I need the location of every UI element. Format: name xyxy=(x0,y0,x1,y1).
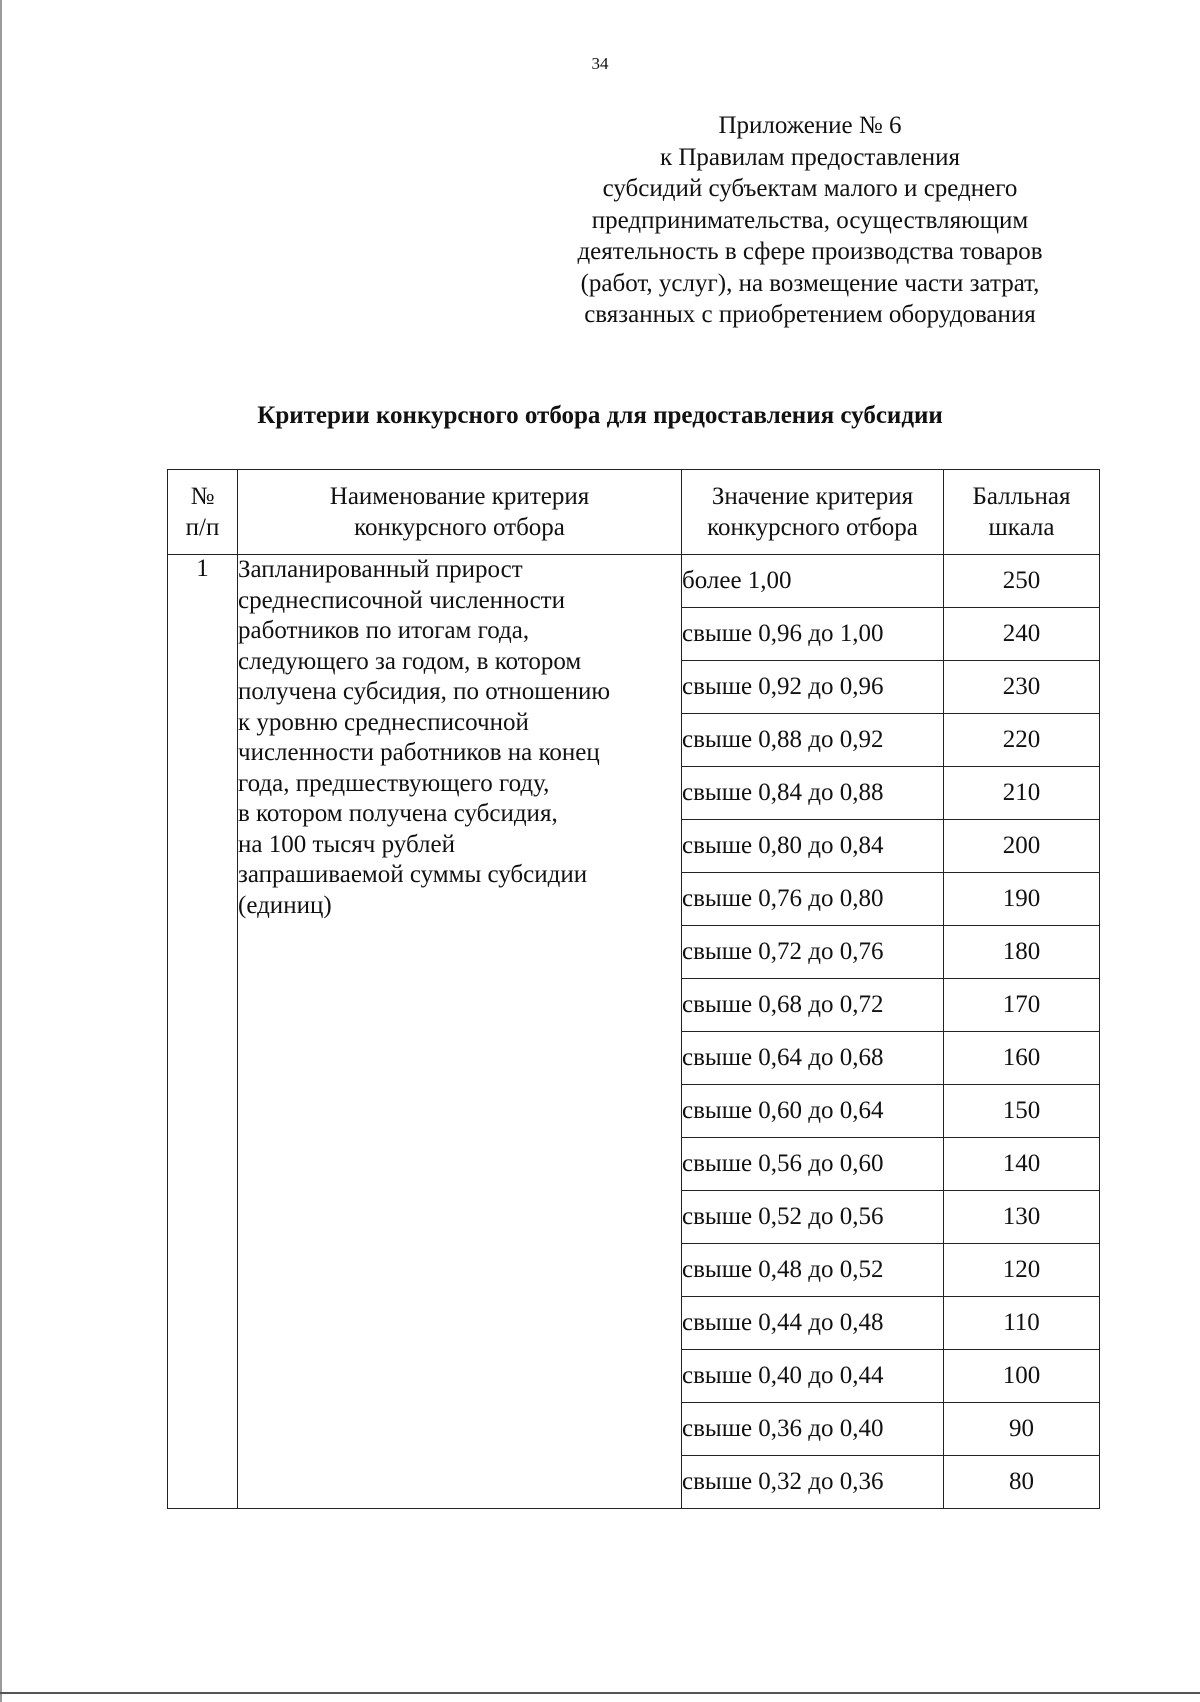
criterion-name-line: года, предшествующего году, xyxy=(238,769,550,797)
header-criterion-value xyxy=(682,470,944,555)
criterion-value-cell: свыше 0,92 до 0,96 xyxy=(682,661,944,714)
criterion-name-cell xyxy=(238,555,682,1509)
header-score-line: Балльная xyxy=(972,483,1071,510)
score-cell: 80 xyxy=(944,1456,1100,1509)
criteria-table xyxy=(167,469,1100,1509)
score-cell: 190 xyxy=(944,873,1100,926)
score-cell: 130 xyxy=(944,1191,1100,1244)
appendix-line: предпринимательства, осуществляющим xyxy=(591,206,1029,234)
criterion-value-cell: свыше 0,68 до 0,72 xyxy=(682,979,944,1032)
document-title: Критерии конкурсного отбора для предоставления субсидии xyxy=(257,402,943,429)
criterion-value-cell: свыше 0,40 до 0,44 xyxy=(682,1350,944,1403)
score-cell: 120 xyxy=(944,1244,1100,1297)
criterion-value-cell: свыше 0,64 до 0,68 xyxy=(682,1032,944,1085)
header-name-line: Наименование критерия xyxy=(329,483,590,510)
score-cell: 140 xyxy=(944,1138,1100,1191)
criterion-name-line: численности работников на конец xyxy=(238,739,600,766)
header-value-line: Значение критерия xyxy=(711,483,914,510)
header-score-scale xyxy=(944,470,1100,555)
criterion-value-cell: свыше 0,52 до 0,56 xyxy=(682,1191,944,1244)
criterion-value-cell: свыше 0,84 до 0,88 xyxy=(682,767,944,820)
appendix-line: (работ, услуг), на возмещение части затрат, xyxy=(580,269,1040,297)
criterion-name-line: Запланированный прирост xyxy=(238,556,523,583)
criterion-value-cell: свыше 0,96 до 1,00 xyxy=(682,608,944,661)
criterion-name-line: к уровню среднесписочной xyxy=(238,708,529,736)
score-cell: 170 xyxy=(944,979,1100,1032)
criterion-value-cell: свыше 0,48 до 0,52 xyxy=(682,1244,944,1297)
criterion-value-cell: свыше 0,36 до 0,40 xyxy=(682,1403,944,1456)
header-score-line: шкала xyxy=(988,514,1055,541)
header-name-line: конкурсного отбора xyxy=(354,514,565,541)
score-cell: 160 xyxy=(944,1032,1100,1085)
criterion-name-line: получена субсидия, по отношению xyxy=(238,678,611,705)
table-header-row xyxy=(168,470,1100,555)
header-number-line: № xyxy=(190,483,215,510)
appendix-header xyxy=(540,110,1080,331)
criterion-value-cell: свыше 0,88 до 0,92 xyxy=(682,714,944,767)
criterion-name-line: в котором получена субсидия, xyxy=(238,800,558,827)
score-cell: 90 xyxy=(944,1403,1100,1456)
criterion-value-cell: свыше 0,60 до 0,64 xyxy=(682,1085,944,1138)
criterion-name-line: следующего за годом, в котором xyxy=(238,647,582,675)
criterion-value-cell: свыше 0,72 до 0,76 xyxy=(682,926,944,979)
criterion-value-cell: свыше 0,32 до 0,36 xyxy=(682,1456,944,1509)
appendix-line: субсидий субъектам малого и среднего xyxy=(602,175,1018,202)
table-row xyxy=(168,555,1100,608)
criterion-value-cell: свыше 0,56 до 0,60 xyxy=(682,1138,944,1191)
score-cell: 240 xyxy=(944,608,1100,661)
criterion-name-line: (единиц) xyxy=(238,891,332,919)
scan-left-edge xyxy=(0,0,2,1702)
score-cell: 110 xyxy=(944,1297,1100,1350)
criterion-number: 1 xyxy=(168,555,238,1509)
score-cell: 150 xyxy=(944,1085,1100,1138)
score-cell: 200 xyxy=(944,820,1100,873)
scan-bottom-edge xyxy=(0,1692,1200,1694)
criterion-name-line: работников по итогам года, xyxy=(238,617,530,644)
appendix-line: деятельность в сфере производства товаров xyxy=(577,238,1043,265)
criterion-name-line: на 100 тысяч рублей xyxy=(238,830,456,858)
score-cell: 220 xyxy=(944,714,1100,767)
header-number xyxy=(168,470,238,555)
score-cell: 250 xyxy=(944,555,1100,608)
page-number: 34 xyxy=(591,54,609,73)
score-cell: 230 xyxy=(944,661,1100,714)
header-criterion-name xyxy=(238,470,682,555)
header-value-line: конкурсного отбора xyxy=(707,514,918,541)
criterion-value-cell: свыше 0,44 до 0,48 xyxy=(682,1297,944,1350)
criteria-table-body xyxy=(168,555,1100,1509)
criterion-name-line: запрашиваемой суммы субсидии xyxy=(238,861,588,888)
appendix-line: к Правилам предоставления xyxy=(659,143,961,171)
score-cell: 210 xyxy=(944,767,1100,820)
criterion-value-cell: более 1,00 xyxy=(682,555,944,608)
criterion-value-cell: свыше 0,80 до 0,84 xyxy=(682,820,944,873)
criterion-value-cell: свыше 0,76 до 0,80 xyxy=(682,873,944,926)
appendix-line: связанных с приобретением оборудования xyxy=(584,301,1036,328)
score-cell: 180 xyxy=(944,926,1100,979)
score-cell: 100 xyxy=(944,1350,1100,1403)
criterion-name-line: среднесписочной численности xyxy=(238,586,565,614)
appendix-line: Приложение № 6 xyxy=(718,112,902,139)
header-number-line: п/п xyxy=(185,514,220,541)
